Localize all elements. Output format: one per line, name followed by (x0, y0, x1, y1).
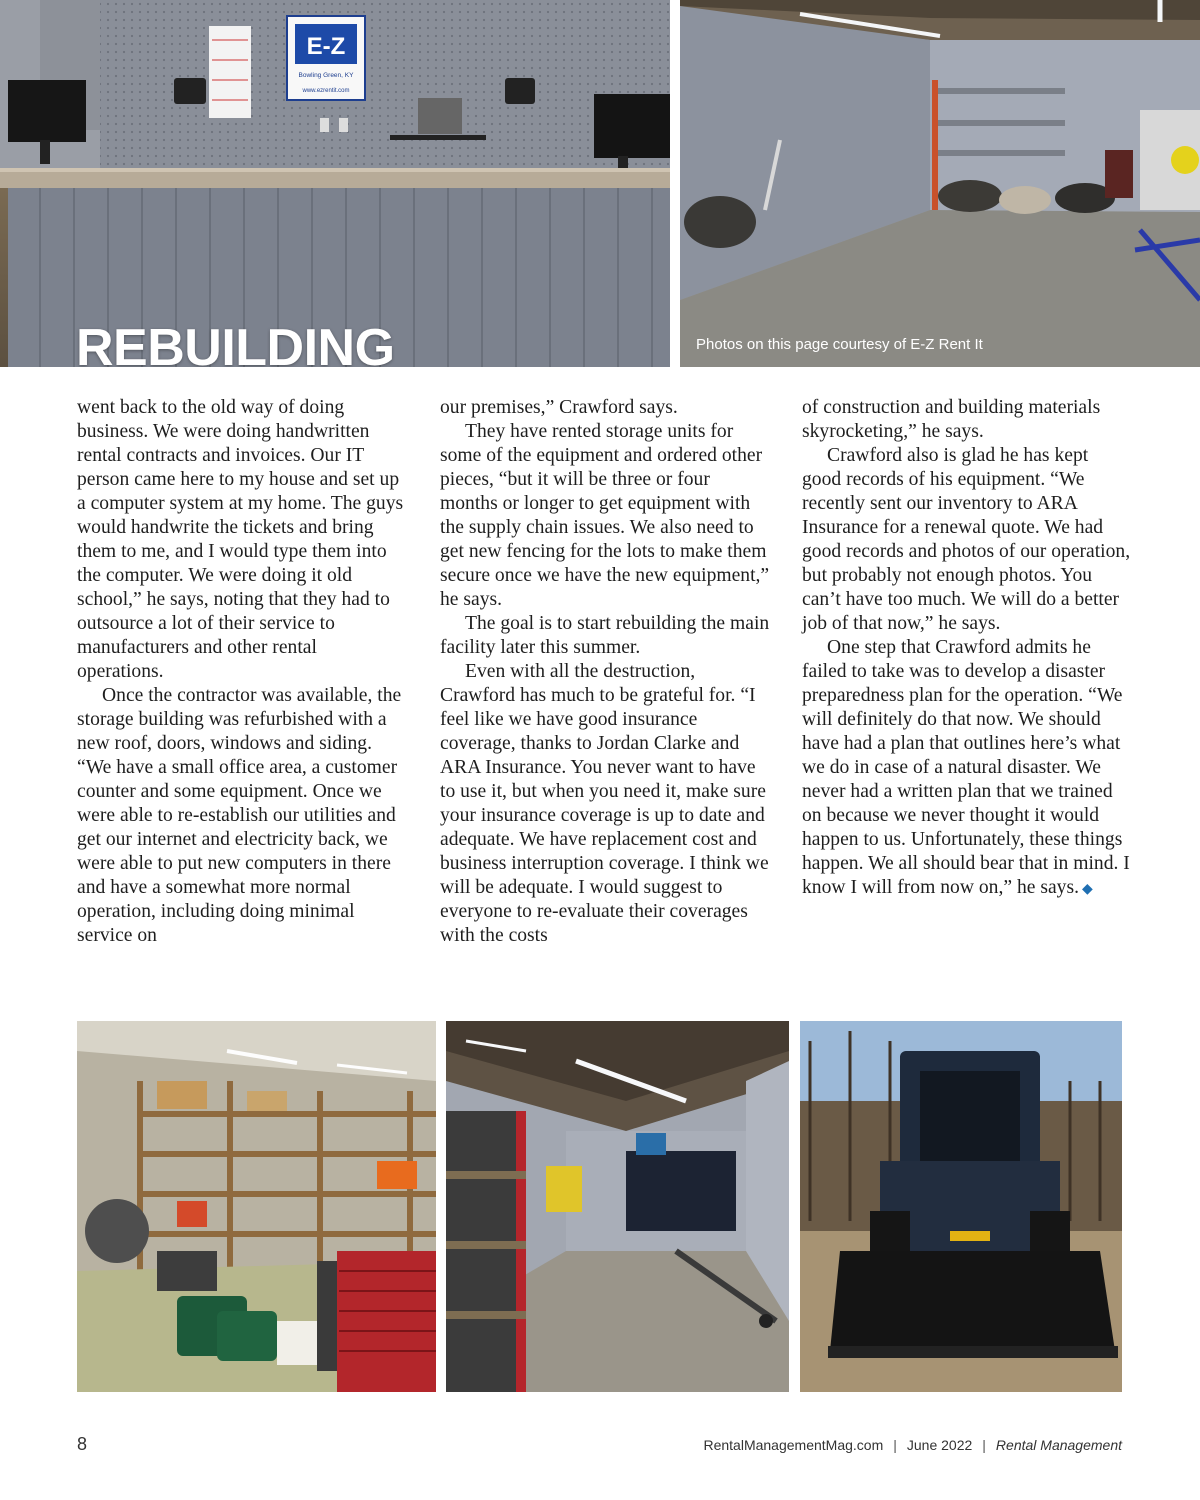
paragraph: our premises,” Crawford says. (440, 397, 678, 418)
photo-skid-steer (800, 1021, 1122, 1392)
photo-rental-counter (0, 0, 670, 367)
photo-hallway (446, 1021, 789, 1392)
footer-site-link[interactable]: RentalManagementMag.com (703, 1437, 884, 1453)
section-title: REBUILDING (76, 322, 395, 367)
paragraph: They have rented storage units for some of the equipment and ordered other pieces, “but it will be three or four months or longer to get equipment with the supply chain issues. We also need to get new fencing for the lots to make them secure once we have the new equipment,” he says. (440, 421, 770, 610)
diamond-icon: ◆ (1082, 881, 1093, 897)
page-number: 8 (77, 1434, 88, 1454)
article-column-1 (77, 396, 407, 948)
paragraph: The goal is to start rebuilding the main facility later this summer. (440, 613, 770, 658)
paragraph-text: One step that Crawford admits he failed to take was to develop a disaster preparedness plan for the operation. “We will definitely do that now. We should have had a plan that outlines here’s what we do in case of a natural disaster. We never had a written plan that we trained on because we never thought it would happen to us. Unfortunately, these things happen. We all should bear that in mind. I know I will from now on,” he says. (802, 637, 1130, 898)
photo-shelving-room (77, 1021, 436, 1392)
article-column-2 (440, 396, 770, 948)
article-column-3 (802, 396, 1132, 901)
footer-issue: June 2022 (906, 1437, 973, 1453)
footer-publication: Rental Management (995, 1437, 1122, 1453)
sign-url: www.ezrentit.com (302, 88, 350, 94)
paragraph: Crawford also is glad he has kept good records of his equipment. “We recently sent our inventory to ARA Insurance for a renewal quote. We had good records and photos of our operation, but probably not enough photos. You can’t have too much. We will do a better job of that now,” he says. (802, 445, 1131, 634)
last-paragraph (802, 636, 1132, 901)
sign-logo-text: E-Z (306, 33, 346, 60)
paragraph: Even with all the destruction, Crawford has much to be grateful for. “I feel like we have good insurance coverage, thanks to Jordan Clarke and ARA Insurance. You never want to have to use it, but when you need it, make sure your insurance coverage is up to date and adequate. We have replacement cost and business interruption coverage. I think we will be adequate. I would suggest to everyone to re-evaluate their coverages with the costs (440, 661, 769, 946)
footer-masthead (703, 1437, 1122, 1453)
photo-storage-room (680, 0, 1200, 367)
paragraph: went back to the old way of doing business. We were doing handwritten rental contracts and invoices. Our IT person came here to my house and set up a computer system at my home. The guys would handwrite the tickets and bring them to me, and I would type them into the computer. We were doing it old school,” he says, noting that they had to outsource a lot of their service to manufacturers and other rental operations. (77, 397, 404, 682)
footer-separator: | (982, 1437, 986, 1453)
paragraph: of construction and building materials skyrocketing,” he says. (802, 397, 1101, 442)
sign-location: Bowling Green, KY (298, 72, 354, 79)
paragraph: Once the contractor was available, the storage building was refurbished with a new roof, doors, windows and siding. “We have a small office area, a customer counter and some equipment. Once we were able to re-establish our utilities and get our internet and electricity back, we were able to put new computers in there and have a somewhat more normal operation, including doing minimal service on (77, 685, 402, 946)
photo-credit: Photos on this page courtesy of E-Z Rent It (696, 336, 983, 353)
footer-separator: | (893, 1437, 897, 1453)
